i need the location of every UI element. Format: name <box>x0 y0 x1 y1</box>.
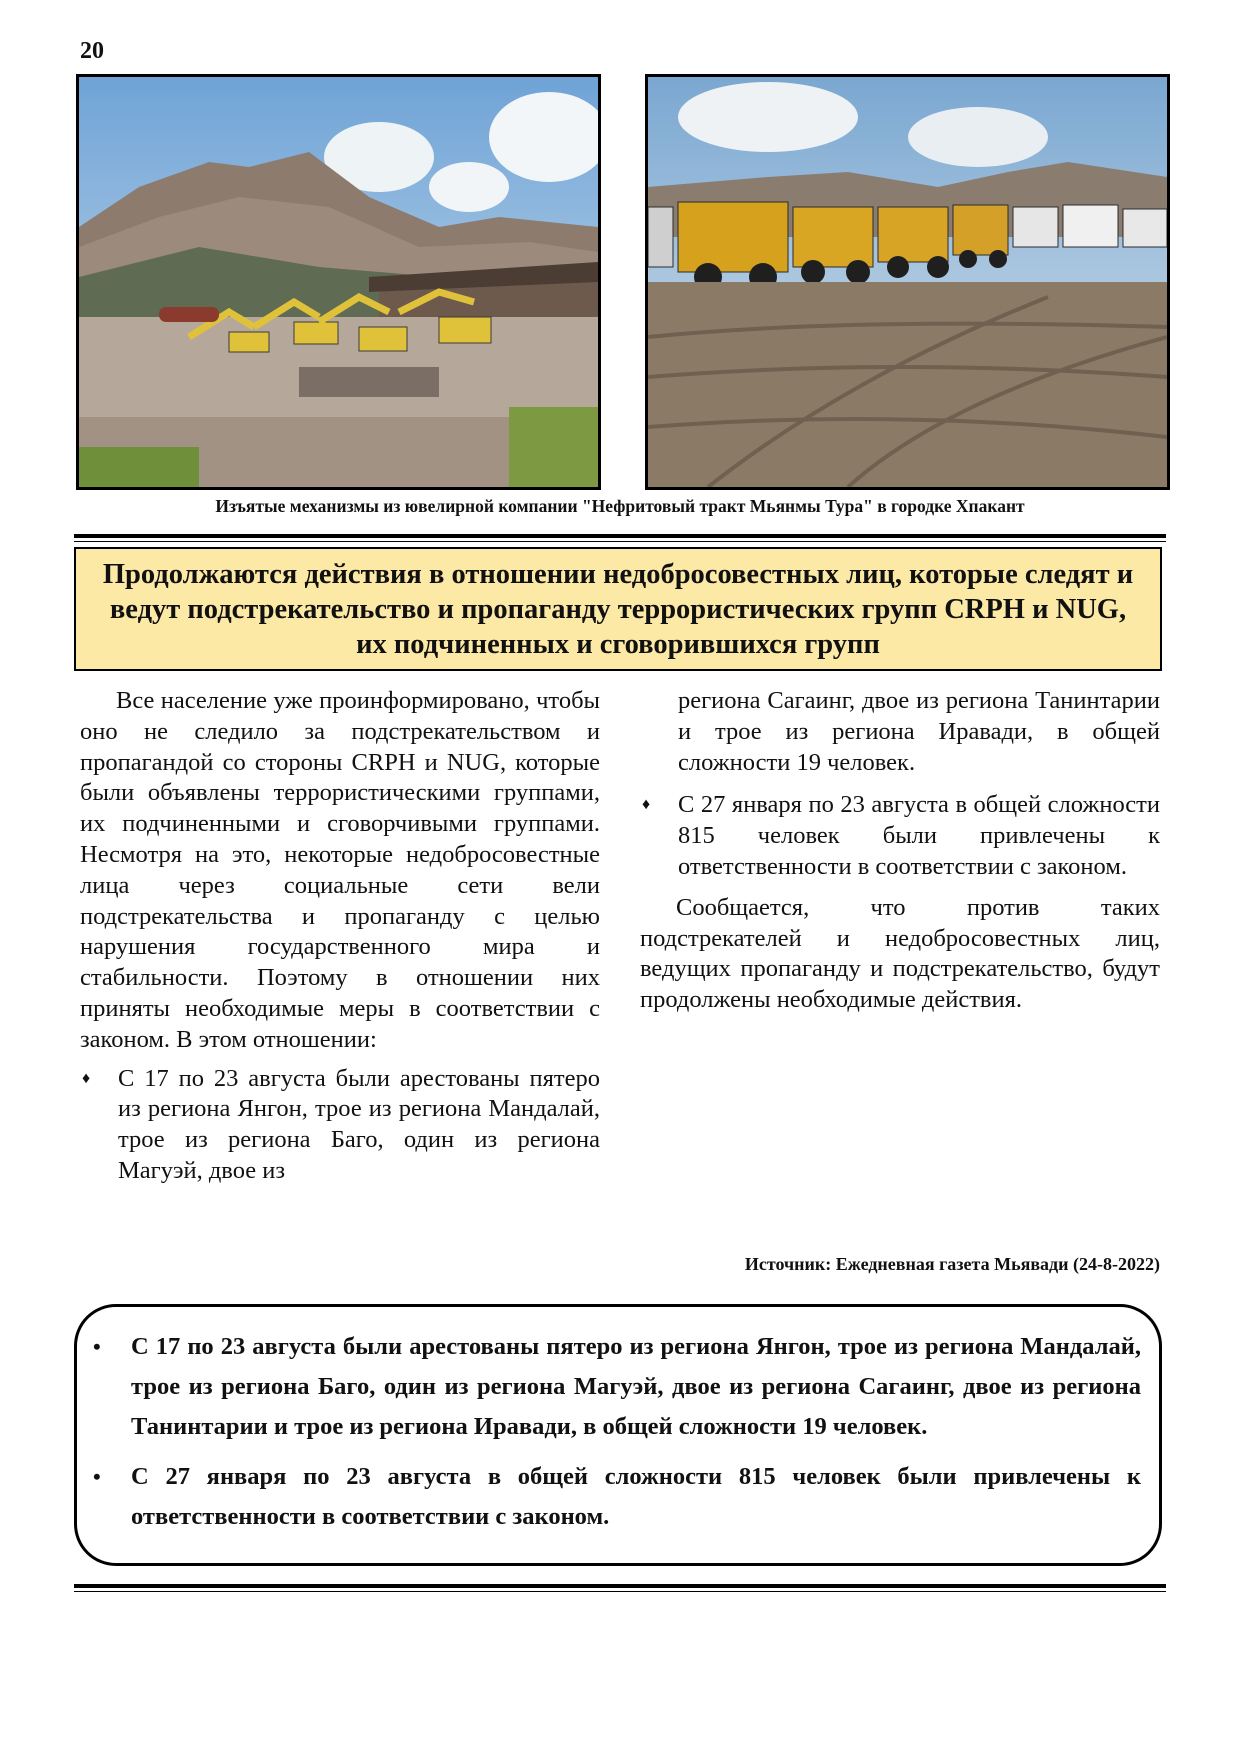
article-conclusion: Сообщается, что против таких подстрекателей и недобросовестных лиц, ведущих пропаганду и подстрекательство, будут продолжены необходимые действия. <box>640 893 1160 1014</box>
top-rule-thick <box>74 534 1166 538</box>
diamond-bullet-icon: ♦ <box>82 1069 91 1087</box>
article-bullet-2 <box>640 790 1160 882</box>
headline-box <box>74 547 1162 671</box>
photo-dump-trucks <box>645 74 1170 490</box>
dump-trucks-photo-icon <box>648 77 1167 487</box>
round-bullet-icon: • <box>93 1464 101 1489</box>
bottom-rule-thin <box>74 1591 1166 1592</box>
summary-list <box>93 1327 1141 1547</box>
round-bullet-icon: • <box>93 1334 101 1359</box>
article-bullet-2-text: С 27 января по 23 августа в общей сложности 815 человек были привлечены к ответственности в соответствии с законом. <box>678 791 1160 880</box>
summary-item-text: С 27 января по 23 августа в общей сложности 815 человек были привлечены к ответственности в соответствии с законом. <box>131 1463 1141 1530</box>
photo-excavators <box>76 74 601 490</box>
article-left-column <box>80 686 600 1187</box>
summary-item <box>93 1327 1141 1447</box>
diamond-bullet-icon: ♦ <box>642 796 651 814</box>
photo-caption: Изъятые механизмы из ювелирной компании "Нефритовый тракт Мьянмы Тура" в городке Хпакант <box>215 496 1025 516</box>
article-intro: Все население уже проинформировано, чтобы оно не следило за подстрекательством и пропагандой со стороны CRPH и NUG, которые были объявлены террористическими группами, их подчиненными и сговорчивыми группами. Несмотря на это, некоторые недобросовестные лица через социальные сети вели подстрекательства и пропаганду с целью нарушения государственного мира и стабильности. Поэтому в отношении них приняты необходимые меры в соответствии с законом. В этом отношении: <box>80 687 600 1053</box>
article-source: Источник: Ежедневная газета Мьявади (24-8-2022) <box>744 1254 1160 1274</box>
article-right-column <box>640 686 1160 1016</box>
page-number: 20 <box>80 38 104 64</box>
excavators-photo-icon <box>79 77 598 487</box>
article-bullet-1-continued: региона Сагаинг, двое из региона Танинтарии и трое из региона Иравади, в общей сложности 19 человек. <box>678 687 1160 776</box>
top-rule-thin <box>74 541 1166 542</box>
headline: Продолжаются действия в отношении недобросовестных лиц, которые следят и ведут подстрекательство и пропаганду террористических групп CRPH и NUG, их подчиненных и сговорившихся групп <box>102 558 1134 660</box>
article-bullet-1-text: С 17 по 23 августа были арестованы пятеро из региона Янгон, трое из региона Мандалай, трое из региона Баго, один из региона Магуэй, двое из <box>118 1064 600 1184</box>
article-bullet-1 <box>80 1064 600 1187</box>
article-bullets <box>80 1064 600 1187</box>
article-bullets-continued <box>640 790 1160 882</box>
summary-item <box>93 1457 1141 1537</box>
bottom-rule-thick <box>74 1584 1166 1588</box>
summary-box <box>74 1304 1162 1566</box>
summary-item-text: С 17 по 23 августа были арестованы пятеро из региона Янгон, трое из региона Мандалай, трое из региона Баго, один из региона Магуэй, двое из региона Сагаинг, двое из региона Танинтарии и трое из региона Иравади, в общей сложности 19 человек. <box>131 1333 1141 1440</box>
